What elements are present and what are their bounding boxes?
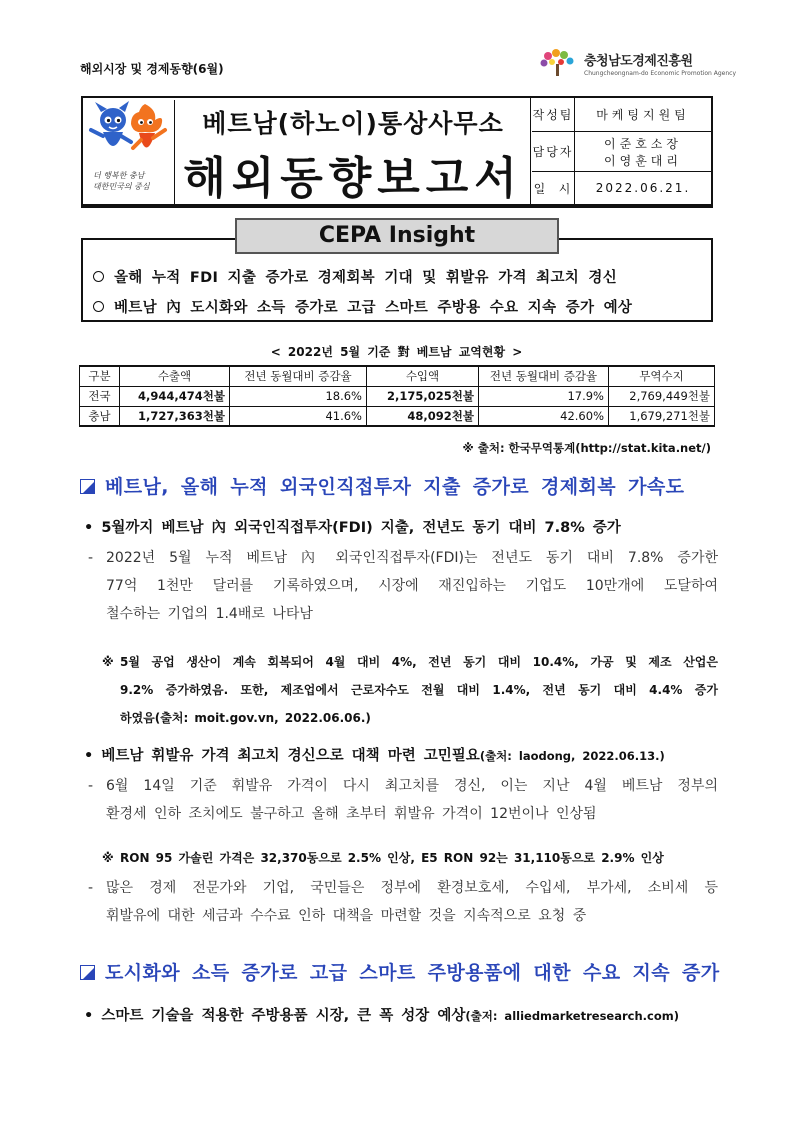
subsection-heading-text: • 스마트 기술을 적용한 주방용품 시장, 큰 폭 성장 예상 — [84, 1008, 466, 1024]
subsection-heading: • 5월까지 베트남 內 외국인직접투자(FDI) 지출, 전년도 동기 대비 7.8% 증가 — [84, 520, 621, 536]
paragraph-line: 2022년 5월 누적 베트남 內 외국인직접투자(FDI)는 전년도 동기 대비 7.8% 증가한 — [106, 550, 718, 566]
table-cell: 전국 — [80, 386, 120, 406]
paragraph-line: 철수하는 기업의 1.4배로 나타남 — [106, 606, 313, 622]
table-header: 수입액 — [367, 366, 479, 386]
paragraph — [88, 772, 718, 828]
title-area — [176, 98, 531, 204]
table-cell: 41.6% — [230, 406, 367, 426]
meta-value: 마케팅지원팀 — [596, 108, 690, 122]
table-header: 전년 동월대비 증감율 — [479, 366, 609, 386]
table-cell: 42.60% — [479, 406, 609, 426]
report-header — [81, 96, 713, 208]
table-cell: 2,175,025천불 — [367, 386, 479, 406]
table-row — [80, 406, 715, 426]
office-name: 베트남(하노이)통상사무소 — [202, 109, 504, 138]
table-cell: 48,092천불 — [367, 406, 479, 426]
table-caption: < 2022년 5월 기준 對 베트남 교역현황 > — [270, 345, 523, 359]
mascot-icon — [85, 100, 173, 170]
dash-marker: - — [88, 778, 94, 794]
org-tree-icon — [538, 48, 578, 78]
note-line: 5월 공업 생산이 계속 회복되어 4월 대비 4%, 전년 동기 대비 10.4%, 가공 및 제조 산업은 — [120, 655, 718, 669]
owner-name: 이영훈대리 — [604, 153, 682, 168]
circle-outline-icon — [93, 301, 104, 312]
note-block — [102, 648, 718, 732]
subsection-source: (출처: laodong, 2022.06.13.) — [479, 749, 665, 763]
dash-marker: - — [88, 880, 94, 896]
owner-name: 이준호소장 — [604, 136, 682, 151]
insight-title: CEPA Insight — [235, 218, 559, 254]
note-marker: ※ — [102, 655, 114, 669]
meta-key: 담당자 — [532, 132, 575, 171]
table-source: ※ 출처: 한국무역통계(http://stat.kita.net/) — [462, 441, 711, 455]
insight-bullet-text: 베트남 內 도시화와 소득 증가로 고급 스마트 주방용 수요 지속 증가 예상 — [114, 300, 633, 316]
section-title-text: 도시화와 소득 증가로 고급 스마트 주방용품에 대한 수요 지속 증가 — [105, 962, 720, 984]
paragraph-line: 6월 14일 기준 휘발유 가격이 다시 최고치를 경신, 이는 지난 4월 베트남 정부의 — [106, 778, 718, 794]
mascot-slogan — [93, 170, 150, 192]
meta-key: 일 시 — [532, 172, 575, 204]
insight-bullet-text: 올해 누적 FDI 지출 증가로 경제회복 기대 및 휘발유 가격 최고치 경신 — [114, 270, 618, 286]
square-corner-icon — [80, 479, 95, 494]
meta-key: 작성팀 — [532, 98, 575, 131]
paragraph-line: 77억 1천만 달러를 기록하였으며, 시장에 재진입하는 기업도 10만개에 도달하여 — [106, 578, 718, 594]
table-header: 무역수지 — [609, 366, 715, 386]
note-line: 하였음(출처: moit.gov.vn, 2022.06.06.) — [120, 711, 371, 725]
meta-row-date — [532, 172, 711, 204]
note-line: RON 95 가솔린 가격은 32,370동으로 2.5% 인상, E5 RON 92는 31,110동으로 2.9% 인상 — [120, 851, 664, 865]
report-series-label: 해외시장 및 경제동향(6월) — [80, 62, 224, 76]
insight-bullet — [93, 296, 632, 317]
section-title-text: 베트남, 올해 누적 외국인직접투자 지출 증가로 경제회복 가속도 — [105, 476, 685, 498]
trade-table — [79, 365, 715, 427]
table-cell: 18.6% — [230, 386, 367, 406]
paragraph — [88, 874, 718, 930]
subsection-heading — [84, 1004, 679, 1025]
paragraph-line: 휘발유에 대한 세금과 수수료 인하 대책을 마련할 것을 지속적으로 요청 중 — [106, 908, 587, 924]
meta-value — [575, 132, 711, 171]
slogan-line: 더 행복한 충남 — [93, 171, 145, 180]
subsection-heading-text: • 베트남 휘발유 가격 최고치 경신으로 대책 마련 고민필요 — [84, 748, 480, 764]
org-name-en: Chungcheongnam-do Economic Promotion Agency — [584, 69, 737, 77]
table-cell: 충남 — [80, 406, 120, 426]
mascot-image — [85, 100, 175, 204]
dash-marker: - — [88, 550, 94, 566]
subsection-heading — [84, 744, 665, 765]
table-cell: 2,769,449천불 — [609, 386, 715, 406]
table-header-row — [80, 366, 715, 386]
square-corner-icon — [80, 965, 95, 980]
slogan-line: 대한민국의 중심 — [93, 182, 150, 191]
section-title — [80, 472, 684, 499]
section-title — [80, 958, 720, 985]
table-header: 구분 — [80, 366, 120, 386]
meta-row-owner — [532, 132, 711, 172]
paragraph-line: 환경세 인하 조치에도 불구하고 올해 초부터 휘발유 가격이 12번이나 인상됨 — [106, 806, 597, 822]
table-cell: 17.9% — [479, 386, 609, 406]
note-line: 9.2% 증가하였음. 또한, 제조업에서 근로자수도 전월 대비 1.4%, 전년 동기 대비 4.4% 증가 — [120, 683, 718, 697]
table-header: 전년 동월대비 증감율 — [230, 366, 367, 386]
meta-row-team — [532, 98, 711, 132]
subsection-source: (출저: alliedmarketresearch.com) — [465, 1009, 679, 1023]
meta-table — [532, 98, 711, 204]
note-marker: ※ — [102, 851, 114, 865]
meta-value: 2022.06.21. — [595, 181, 691, 195]
circle-outline-icon — [93, 271, 104, 282]
report-title: 해외동향보고서 — [183, 153, 523, 204]
insight-bullet — [93, 266, 617, 287]
table-cell: 1,727,363천불 — [120, 406, 230, 426]
org-logo — [538, 48, 736, 78]
paragraph — [88, 544, 718, 628]
table-cell: 1,679,271천불 — [609, 406, 715, 426]
table-header: 수출액 — [120, 366, 230, 386]
paragraph-line: 많은 경제 전문가와 기업, 국민들은 정부에 환경보호세, 수입세, 부가세, 소비세 등 — [106, 880, 718, 896]
table-row — [80, 386, 715, 406]
note-block — [102, 844, 718, 872]
table-cell: 4,944,474천불 — [120, 386, 230, 406]
org-name-kr: 충청남도경제진흥원 — [584, 53, 693, 69]
